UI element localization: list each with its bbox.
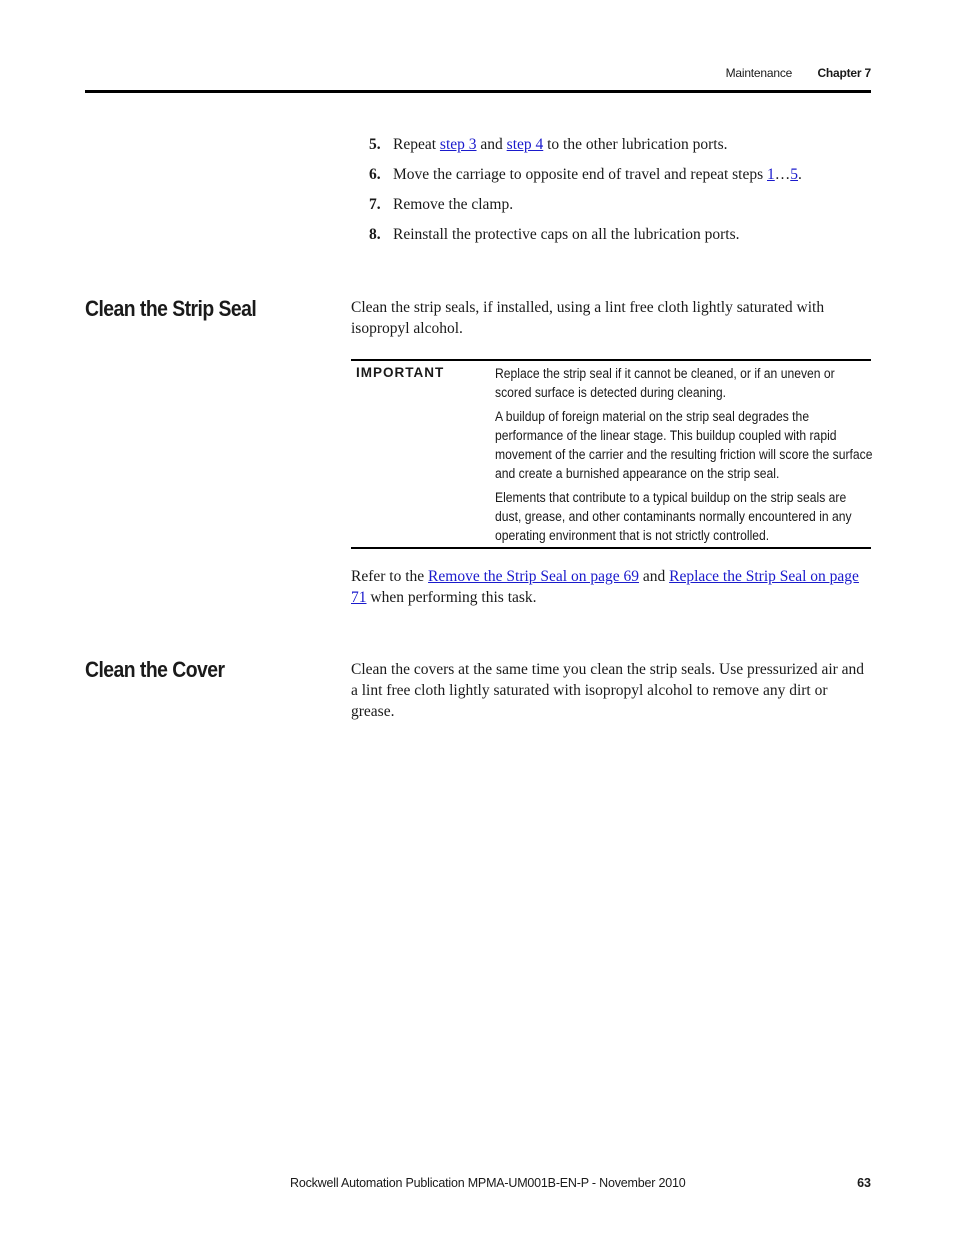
step-text: Remove the clamp. <box>393 196 514 213</box>
important-paragraph: Elements that contribute to a typical buildup on the strip seals are dust, grease, and other contaminants normally encountered in any operating environment that is not strictly controlled. <box>495 490 852 543</box>
step-text: Move the carriage to opposite end of travel and repeat steps <box>393 166 768 183</box>
refer-text: when performing this task. <box>366 589 537 606</box>
step-item <box>369 164 869 194</box>
step-text: … <box>774 166 791 183</box>
header-chapter: Chapter 7 <box>817 66 871 80</box>
step-link[interactable]: step 4 <box>506 136 544 153</box>
section-heading-strip-seal: Clean the Strip Seal <box>85 296 257 321</box>
step-text: . <box>798 166 802 183</box>
important-paragraph: A buildup of foreign material on the strip seal degrades the performance of the linear stage. This buildup coupled with rapid movement of the carrier and the resulting friction will score the surface and create a burnished appearance on the strip seal. <box>495 409 873 481</box>
step-text: Reinstall the protective caps on all the lubrication ports. <box>393 226 740 243</box>
publication-info: Rockwell Automation Publication MPMA-UM001B-EN-P - November 2010 <box>290 1176 686 1190</box>
step-text: and <box>476 136 507 153</box>
remove-strip-seal-link[interactable]: Remove the Strip Seal on page 69 <box>428 568 639 585</box>
step-number: 8. <box>369 226 381 243</box>
step-text: to the other lubrication ports. <box>543 136 728 153</box>
refer-text: and <box>638 568 670 585</box>
header-running-title <box>726 66 871 80</box>
step-link[interactable]: 5 <box>790 166 799 183</box>
page-footer <box>85 1176 871 1196</box>
step-item <box>369 194 869 224</box>
important-label: IMPORTANT <box>356 365 445 380</box>
step-text: Repeat <box>393 136 440 153</box>
page-number: 63 <box>857 1176 871 1190</box>
step-item <box>369 224 869 254</box>
procedure-steps <box>369 134 869 254</box>
section-heading-cover: Clean the Cover <box>85 657 225 682</box>
step-number: 7. <box>369 196 381 213</box>
important-callout <box>351 359 871 549</box>
replace-strip-seal-link[interactable]: Replace the Strip Seal on page 71 <box>351 568 859 606</box>
cover-paragraph: Clean the covers at the same time you clean the strip seals. Use pressurized air and a lint free cloth lightly saturated with isopropyl alcohol to remove any dirt or grease. <box>351 661 865 720</box>
refer-text: Refer to the <box>351 568 429 585</box>
step-number: 6. <box>369 166 381 183</box>
refer-paragraph <box>351 566 873 608</box>
page-header <box>85 62 871 93</box>
step-link[interactable]: 1 <box>767 166 775 183</box>
step-link[interactable]: step 3 <box>439 136 477 153</box>
step-number: 5. <box>369 136 381 153</box>
strip-seal-intro: Clean the strip seals, if installed, using a lint free cloth lightly saturated with isopropyl alcohol. <box>351 299 825 337</box>
step-item <box>369 134 869 164</box>
important-paragraph: Replace the strip seal if it cannot be cleaned, or if an uneven or scored surface is detected during cleaning. <box>495 366 835 400</box>
important-notes <box>495 364 873 550</box>
header-section: Maintenance <box>725 66 793 80</box>
